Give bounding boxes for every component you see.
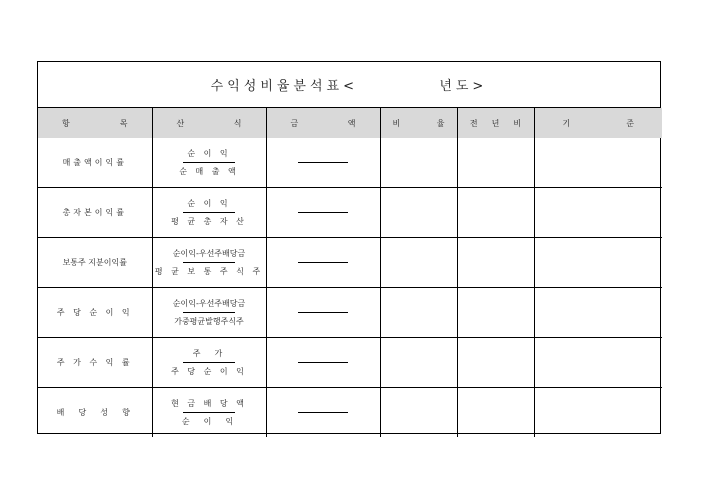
formula-cell xyxy=(152,188,266,238)
ratio-cell[interactable] xyxy=(380,138,457,188)
formula-cell xyxy=(152,288,266,338)
numerator: 순 이 익 xyxy=(187,149,231,158)
fraction-line xyxy=(183,212,235,213)
standard-cell[interactable] xyxy=(534,138,662,188)
table-row xyxy=(38,388,662,438)
ratio-cell[interactable] xyxy=(380,238,457,288)
ratio-cell[interactable] xyxy=(380,338,457,388)
table-row xyxy=(38,288,662,338)
item-label: 배 당 성 향 xyxy=(38,388,152,438)
prev-year-cell[interactable] xyxy=(457,338,534,388)
amount-cell[interactable] xyxy=(266,288,380,338)
item-label: 보통주 지분이익률 xyxy=(38,238,152,288)
fraction-line xyxy=(183,312,235,313)
prev-year-cell[interactable] xyxy=(457,288,534,338)
denominator: 평 균 총 자 산 xyxy=(171,217,247,226)
table-row xyxy=(38,238,662,288)
fraction-line xyxy=(183,162,235,163)
formula-cell xyxy=(152,238,266,288)
fraction-line xyxy=(183,362,235,363)
amount-cell[interactable] xyxy=(266,138,380,188)
prev-year-cell[interactable] xyxy=(457,238,534,288)
table-row xyxy=(38,338,662,388)
table-row xyxy=(38,188,662,238)
prev-year-cell[interactable] xyxy=(457,188,534,238)
amount-cell[interactable] xyxy=(266,238,380,288)
header-row xyxy=(38,108,662,138)
prev-year-cell[interactable] xyxy=(457,138,534,188)
analysis-sheet xyxy=(37,61,661,434)
standard-cell[interactable] xyxy=(534,388,662,438)
formula-cell xyxy=(152,338,266,388)
header-formula: 산 식 xyxy=(152,108,266,138)
fraction-line xyxy=(183,262,235,263)
numerator: 주 가 xyxy=(192,349,226,358)
prev-year-cell[interactable] xyxy=(457,388,534,438)
ratio-cell[interactable] xyxy=(380,388,457,438)
item-label: 주 가 수 익 률 xyxy=(38,338,152,388)
item-label: 총자본이익률 xyxy=(38,188,152,238)
header-prev-year: 전 년 비 xyxy=(457,108,534,138)
fraction-line xyxy=(183,412,235,413)
amount-cell[interactable] xyxy=(266,188,380,238)
header-ratio: 비 율 xyxy=(380,108,457,138)
header-amount: 금 액 xyxy=(266,108,380,138)
numerator: 순 이 익 xyxy=(187,199,231,208)
page-title: 수익성비율분석표< 년도> xyxy=(210,79,488,94)
denominator: 주 당 순 이 익 xyxy=(171,367,247,376)
amount-cell[interactable] xyxy=(266,388,380,438)
table-row xyxy=(38,138,662,188)
denominator: 평 균 보 통 주 식 주 xyxy=(154,267,264,276)
standard-cell[interactable] xyxy=(534,338,662,388)
numerator: 현 금 배 당 액 xyxy=(171,399,247,408)
item-label: 주 당 순 이 익 xyxy=(38,288,152,338)
denominator: 순 매 출 액 xyxy=(179,167,239,176)
title-row xyxy=(38,62,660,108)
ratio-table xyxy=(38,108,662,437)
standard-cell[interactable] xyxy=(534,188,662,238)
numerator: 순이익-우선주배당금 xyxy=(172,299,246,308)
denominator: 가중평균발행주식주 xyxy=(174,317,244,326)
amount-cell[interactable] xyxy=(266,338,380,388)
ratio-cell[interactable] xyxy=(380,188,457,238)
ratio-cell[interactable] xyxy=(380,288,457,338)
numerator: 순이익-우선주배당금 xyxy=(172,249,246,258)
header-item: 항 목 xyxy=(38,108,152,138)
item-label: 매출액이익률 xyxy=(38,138,152,188)
denominator: 순 이 익 xyxy=(181,417,237,426)
formula-cell xyxy=(152,138,266,188)
formula-cell xyxy=(152,388,266,438)
standard-cell[interactable] xyxy=(534,238,662,288)
standard-cell[interactable] xyxy=(534,288,662,338)
header-standard: 기 준 xyxy=(534,108,662,138)
